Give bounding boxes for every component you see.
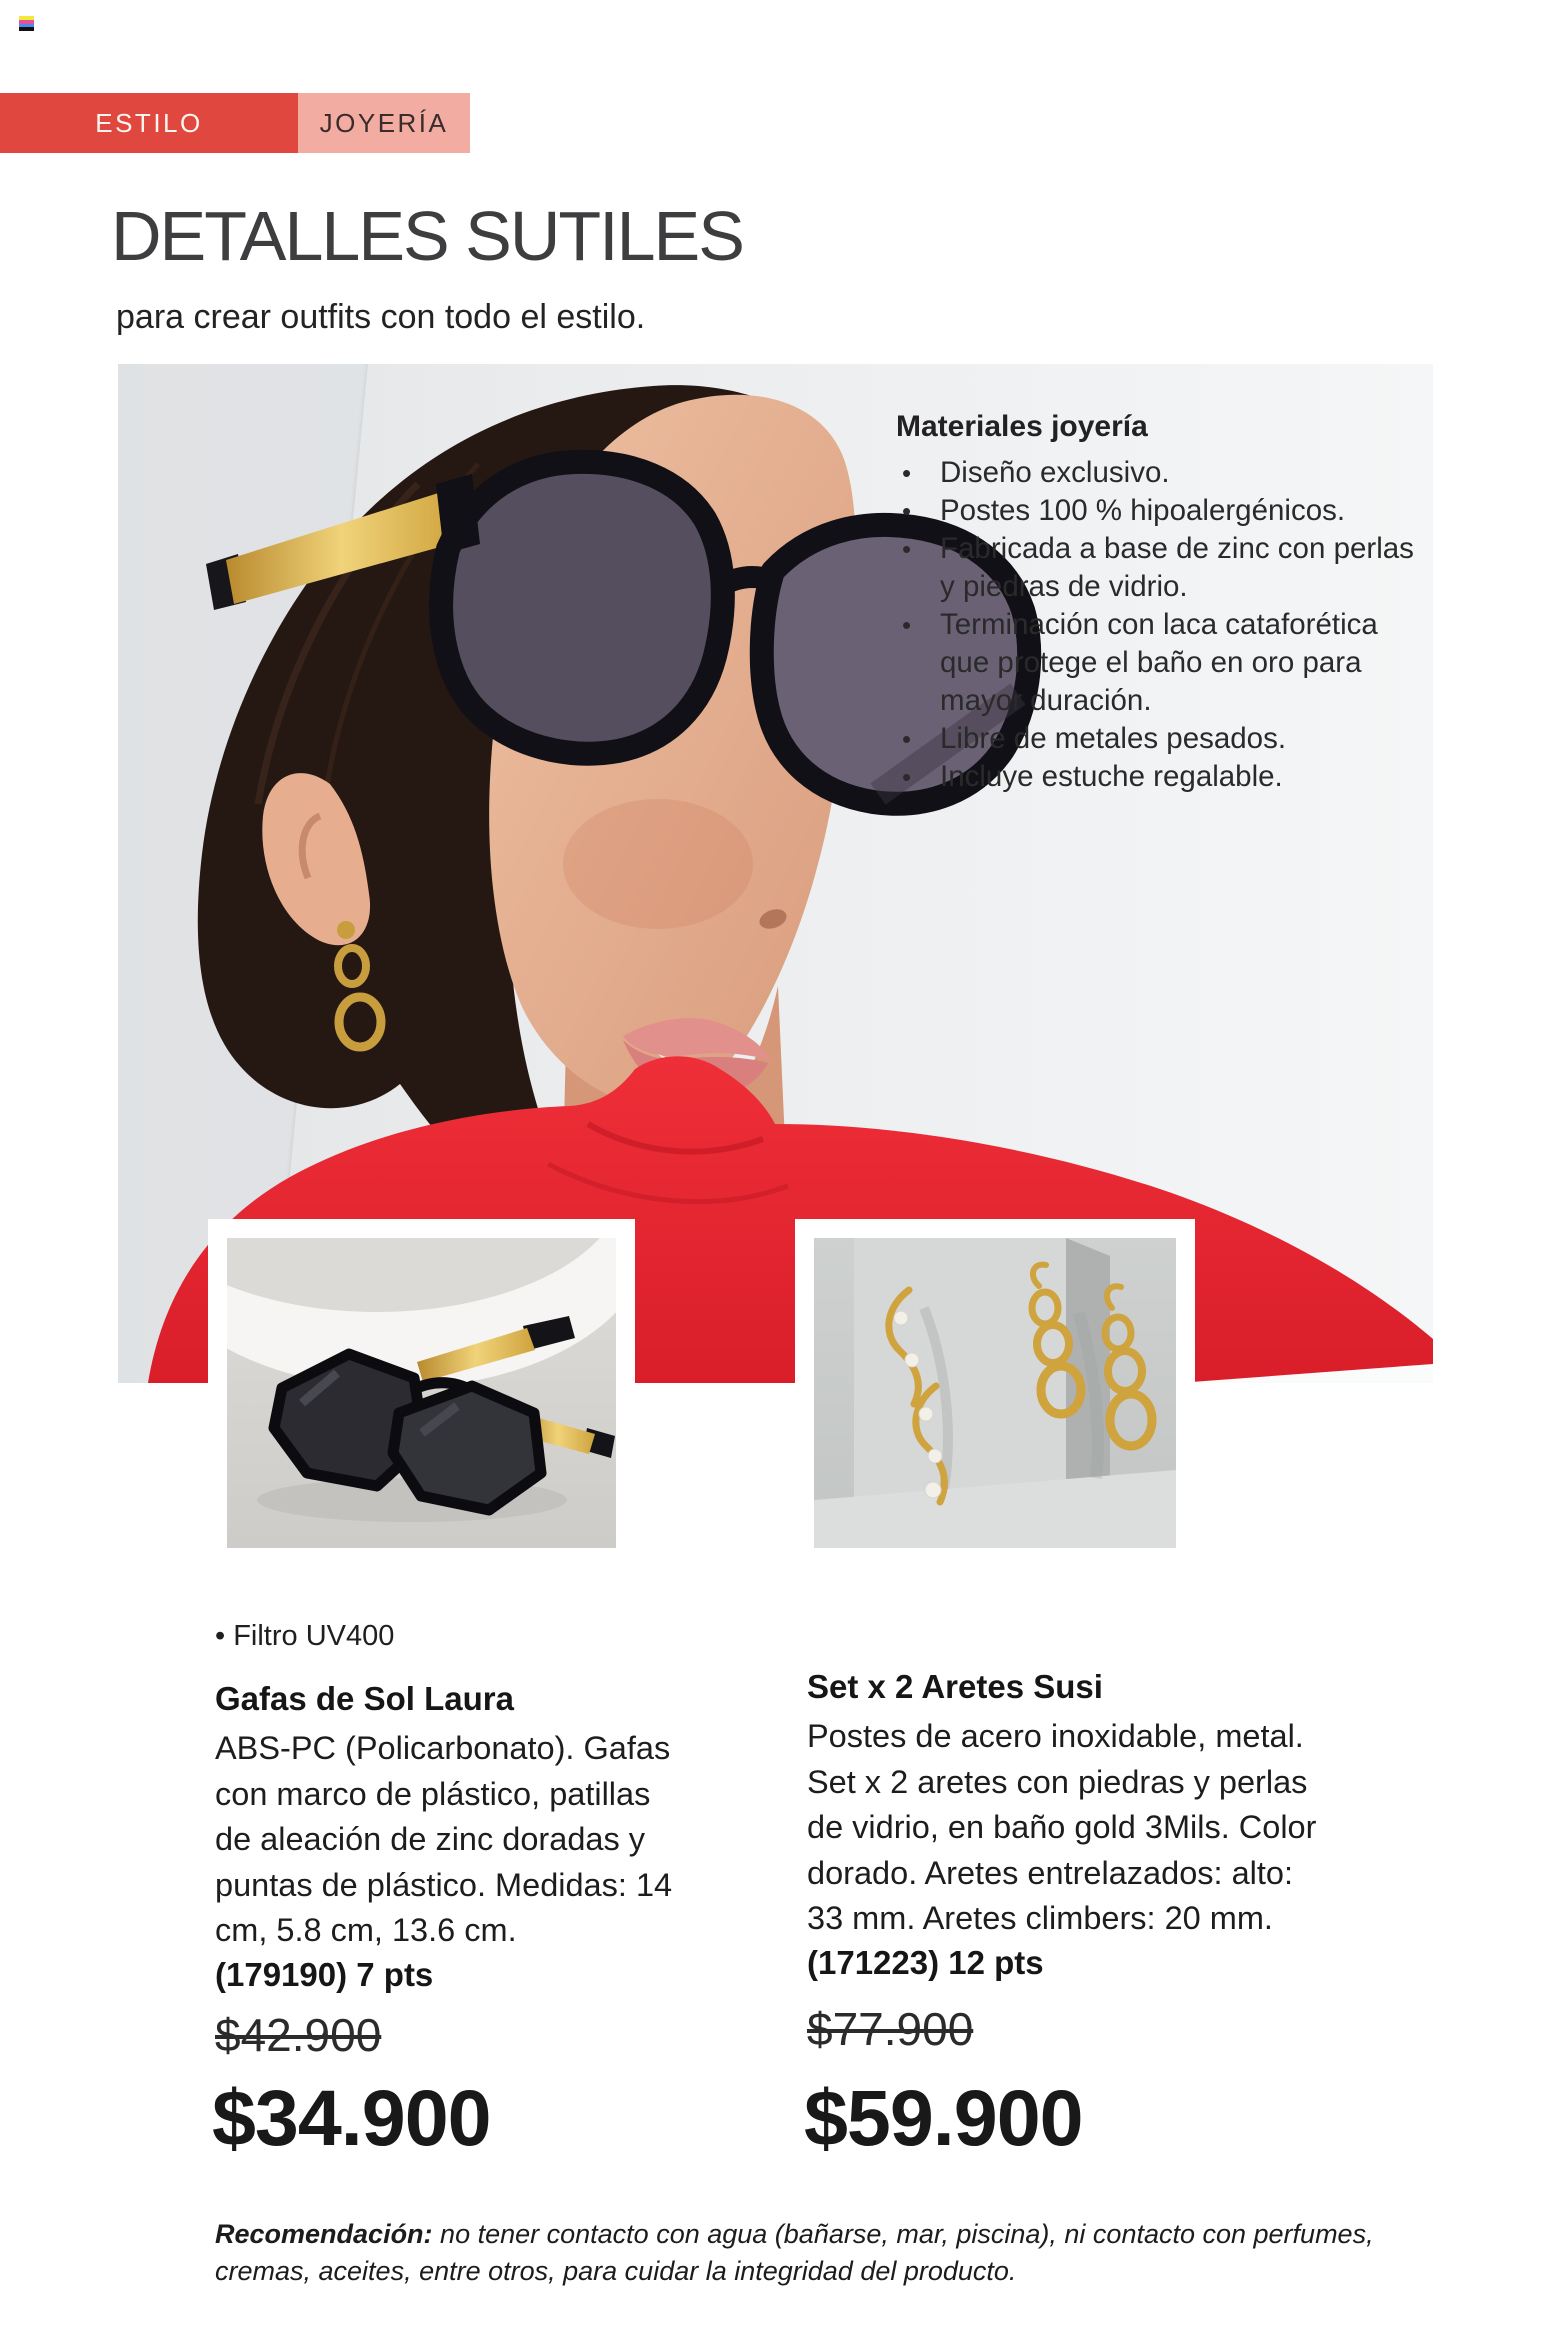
bullet-dot: • — [902, 762, 912, 792]
bullet-dot: • — [902, 724, 912, 754]
old-price: $42.900 — [215, 2009, 382, 2061]
material-text: Fabricada a base de zinc con perlas y piedras de vidrio. — [940, 532, 1414, 603]
gold-earrings-product-photo[interactable] — [795, 1219, 1195, 1567]
section-tabs — [0, 93, 470, 153]
materials-list — [896, 410, 1416, 796]
product-info-gafas — [215, 1680, 673, 1994]
product-info-aretes — [807, 1668, 1327, 1982]
color-bar-black — [19, 27, 34, 31]
current-price: $34.900 — [212, 2073, 491, 2162]
material-bullet — [896, 492, 1416, 530]
product-name: Gafas de Sol Laura — [215, 1680, 514, 1717]
page-title: DETALLES SUTILES — [111, 197, 743, 275]
old-price: $77.900 — [807, 2003, 974, 2055]
product-feature-uv400: • Filtro UV400 — [215, 1620, 395, 1652]
earrings-illustration — [814, 1238, 1176, 1548]
materials-title: Materiales joyería — [896, 410, 1148, 443]
material-text: Terminación con laca cataforética que protege el baño en oro para mayor duración. — [940, 608, 1378, 717]
bullet-dot: • — [902, 534, 912, 564]
recommendation-label: Recomendación: — [215, 2219, 433, 2249]
tab-estilo[interactable]: ESTILO — [0, 93, 298, 153]
product-description: ABS-PC (Policarbonato). Gafas con marco de plástico, patillas de aleación de zinc doradas y puntas de plástico. Medidas: 14 cm, 5.8 cm, 13.6 cm. — [215, 1730, 673, 1948]
material-bullet — [896, 454, 1416, 492]
product-description: Postes de acero inoxidable, metal. Set x 2 aretes con piedras y perlas de vidrio, en baño gold 3Mils. Color dorado. Aretes entrelazados: alto: 33 mm. Aretes climbers: 20 mm. — [807, 1718, 1317, 1936]
tab-joyeria[interactable]: JOYERÍA — [298, 93, 470, 153]
bullet-dot: • — [902, 496, 912, 526]
material-text: Diseño exclusivo. — [940, 456, 1170, 489]
color-bars-icon — [19, 16, 34, 31]
material-text: Libre de metales pesados. — [940, 722, 1287, 755]
material-text: Postes 100 % hipoalergénicos. — [940, 494, 1346, 527]
product-code-points: (171223) 12 pts — [807, 1943, 1044, 1981]
product-code-points: (179190) 7 pts — [215, 1955, 434, 1993]
material-text: Incluye estuche regalable. — [940, 760, 1283, 793]
sunglasses-illustration — [227, 1238, 616, 1548]
material-bullet — [896, 758, 1416, 796]
product-name: Set x 2 Aretes Susi — [807, 1668, 1103, 1705]
page-subtitle: para crear outfits con todo el estilo. — [116, 298, 646, 336]
bullet-dot: • — [902, 610, 912, 640]
recommendation-note — [215, 2216, 1435, 2290]
sunglasses-product-photo[interactable] — [208, 1219, 635, 1567]
bullet-dot: • — [902, 458, 912, 488]
current-price: $59.900 — [804, 2073, 1083, 2162]
material-bullet — [896, 720, 1416, 758]
material-bullet — [896, 606, 1416, 720]
material-bullet — [896, 530, 1416, 606]
recommendation-text: no tener contacto con agua (bañarse, mar, piscina), ni contacto con perfumes, cremas, aceites, entre otros, para cuidar la integridad del producto. — [215, 2219, 1374, 2286]
